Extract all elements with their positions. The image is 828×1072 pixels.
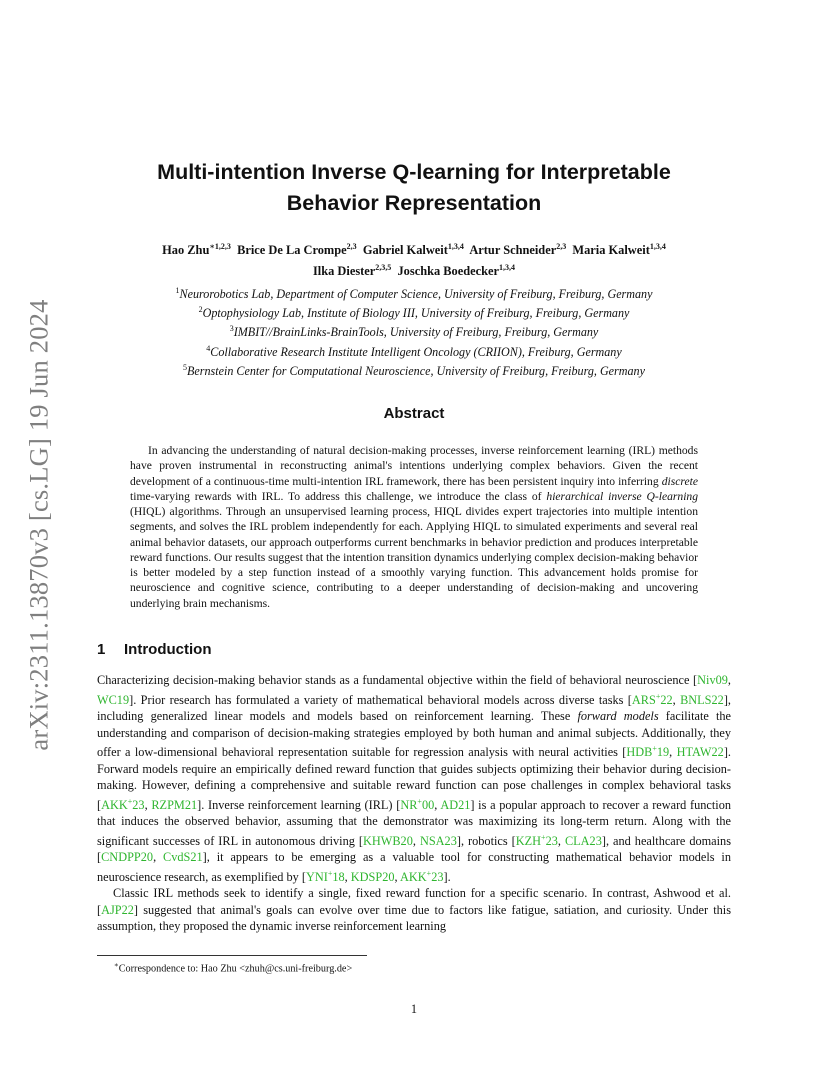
citation-link[interactable]: KZH+23 xyxy=(515,832,558,848)
citation-link[interactable]: CLA23 xyxy=(564,833,602,848)
author-name: Gabriel Kalweit xyxy=(362,243,448,258)
section-title: Introduction xyxy=(124,641,212,658)
introduction-body xyxy=(97,672,731,935)
citation-link[interactable]: AJP22 xyxy=(101,902,134,917)
author-affil-mark: 1,3,4 xyxy=(499,263,516,273)
citation-link[interactable]: YNI+18 xyxy=(305,868,345,884)
citation-link[interactable]: AKK+23 xyxy=(101,796,145,812)
citation-link[interactable]: RZPM21 xyxy=(151,797,198,812)
author-affil-mark: 2,3 xyxy=(346,242,357,251)
author-name: Ilka Diester xyxy=(312,264,376,279)
author-list xyxy=(100,238,728,280)
title-line: Multi-intention Inverse Q-learning for Interpretable xyxy=(157,160,671,184)
citation-link[interactable]: Niv09 xyxy=(697,673,728,687)
abstract-text: In advancing the understanding of natural decision-making processes, inverse reinforcement learning (IRL) methods have proven instrumental in reconstructing animal's intentions underlying complex behaviors. Given the recent development of a continuous-time multi-intention IRL framework, there has been persistent inquiry into inferring discrete time-varying rewards with IRL. To address this challenge, we introduce the class of hierarchical inverse Q-learning (HIQL) algorithms. Through an unsupervised learning process, HIQL divides expert trajectories into multiple intention segments, and solves the IRL problem independently for each. Applying HIQL to simulated experiments and several real animal behavior datasets, our approach outperforms current benchmarks in behavior prediction and produces interpretable reward functions. Our results suggest that the intention transition dynamics underlying complex decision-making behavior is better modeled by a step function instead of a smoothly varying function. This advancement holds promise for neuroscience and cognitive science, contributing to a deeper understanding of decision-making and uncovering underlying brain mechanisms. xyxy=(130,444,699,610)
author-name: Joschka Boedecker xyxy=(397,264,500,279)
citation-link[interactable]: WC19 xyxy=(97,692,130,707)
author-name: Artur Schneider xyxy=(469,243,557,258)
author-name: Maria Kalweit xyxy=(572,243,650,258)
citation-link[interactable]: ARS+22 xyxy=(631,691,673,707)
citation-link[interactable]: AKK+23 xyxy=(400,868,444,884)
author-name: Hao Zhu xyxy=(162,243,210,258)
affiliation-line: $^2$Optophysiology Lab, Institute of Biology III, University of Freiburg, Freiburg, Germany xyxy=(198,305,630,321)
page-number: 1 xyxy=(410,1002,418,1016)
citation-link[interactable]: HDB+19 xyxy=(626,744,670,760)
affiliation-line: $^1$Neurorobotics Lab, Department of Computer Science, University of Freiburg, Freiburg, Germany xyxy=(175,286,653,302)
author-affil-mark: ∗1,2,3 xyxy=(209,242,231,251)
paper-title xyxy=(110,157,718,219)
footnote-divider xyxy=(97,955,367,956)
citation-link[interactable]: BNLS22 xyxy=(680,692,724,707)
citation-link[interactable]: CNDPP20 xyxy=(101,850,154,865)
footnote: ∗Correspondence to: Hao Zhu <zhuh@cs.uni-freiburg.de> xyxy=(114,961,353,975)
paragraph: Characterizing decision-making behavior stands as a fundamental objective within the field of behavioral neuroscience [Niv09, WC19]. Prior research has formulated a variety of mathematical behavioral models across diverse tasks [ARS+22, BNLS22], including generalized linear models and models based on reinforcement learning. These forward models facilitate the understanding and comparison of decision-making strategies employed by both human and animal subjects. Additionally, they offer a low-dimensional behavioral representation suitable for regression analysis with neural activities [HDB+19, HTAW22]. Forward models require an empirically defined reward function that guides subjects optimizing their behavior during decision-making. However, defining a comprehensive and suitable reward function can pose challenges in complex behavioral tasks [AKK+23, RZPM21]. Inverse reinforcement learning (IRL) [NR+00, AD21] is a popular approach to recover a reward function that induces the observed behavior, assuming that the demonstrator was maximizing its long-term return. Along with the significant successes of IRL in autonomous driving [KHWB20, NSA23], robotics [KZH+23, CLA23], and healthcare domains [CNDPP20, CvdS21], it appears to be emerging as a valuable tool for constructing mathematical behavior models in neuroscience research, as exemplified by [YNI+18, KDSP20, AKK+23]. xyxy=(97,673,732,884)
paragraph: Classic IRL methods seek to identify a single, fixed reward function for a specific scenario. In contrast, Ashwood et al. [AJP22] suggested that animal's goals can evolve over time due to factors like fatigue, satiation, and curiosity. Under this assumption, they proposed the dynamic inverse reinforcement learning xyxy=(97,886,731,934)
citation-link[interactable]: KDSP20 xyxy=(350,869,395,884)
affiliation-line: $^5$Bernstein Center for Computational Neuroscience, University of Freiburg, Freiburg, Germany xyxy=(183,362,645,378)
author-affil-mark: 1,3,4 xyxy=(649,242,666,251)
affiliation-list xyxy=(100,283,728,379)
author-affil-mark: 1,3,4 xyxy=(447,242,464,251)
affiliation-line: $^4$Collaborative Research Institute Intelligent Oncology (CRIION), Freiburg, Germany xyxy=(206,343,622,359)
citation-link[interactable]: NR+00 xyxy=(400,796,435,812)
section-number: 1 xyxy=(97,641,106,658)
citation-link[interactable]: AD21 xyxy=(440,797,471,812)
abstract-heading: Abstract xyxy=(383,405,445,422)
citation-link[interactable]: CvdS21 xyxy=(163,850,203,865)
citation-link[interactable]: KHWB20 xyxy=(362,833,413,848)
citation-link[interactable]: NSA23 xyxy=(419,833,457,848)
author-affil-mark: 2,3,5 xyxy=(375,263,392,273)
title-line: Behavior Representation xyxy=(286,191,542,215)
author-affil-mark: 2,3 xyxy=(556,242,567,251)
section-heading xyxy=(97,641,211,658)
arxiv-stamp: arXiv:2311.13870v3 [cs.LG] 19 Jun 2024 xyxy=(23,299,54,751)
citation-link[interactable]: HTAW22 xyxy=(676,745,724,760)
author-name: Brice De La Crompe xyxy=(237,243,347,258)
affiliation-line: $^3$IMBIT//BrainLinks-BrainTools, University of Freiburg, Freiburg, Germany xyxy=(229,324,599,340)
